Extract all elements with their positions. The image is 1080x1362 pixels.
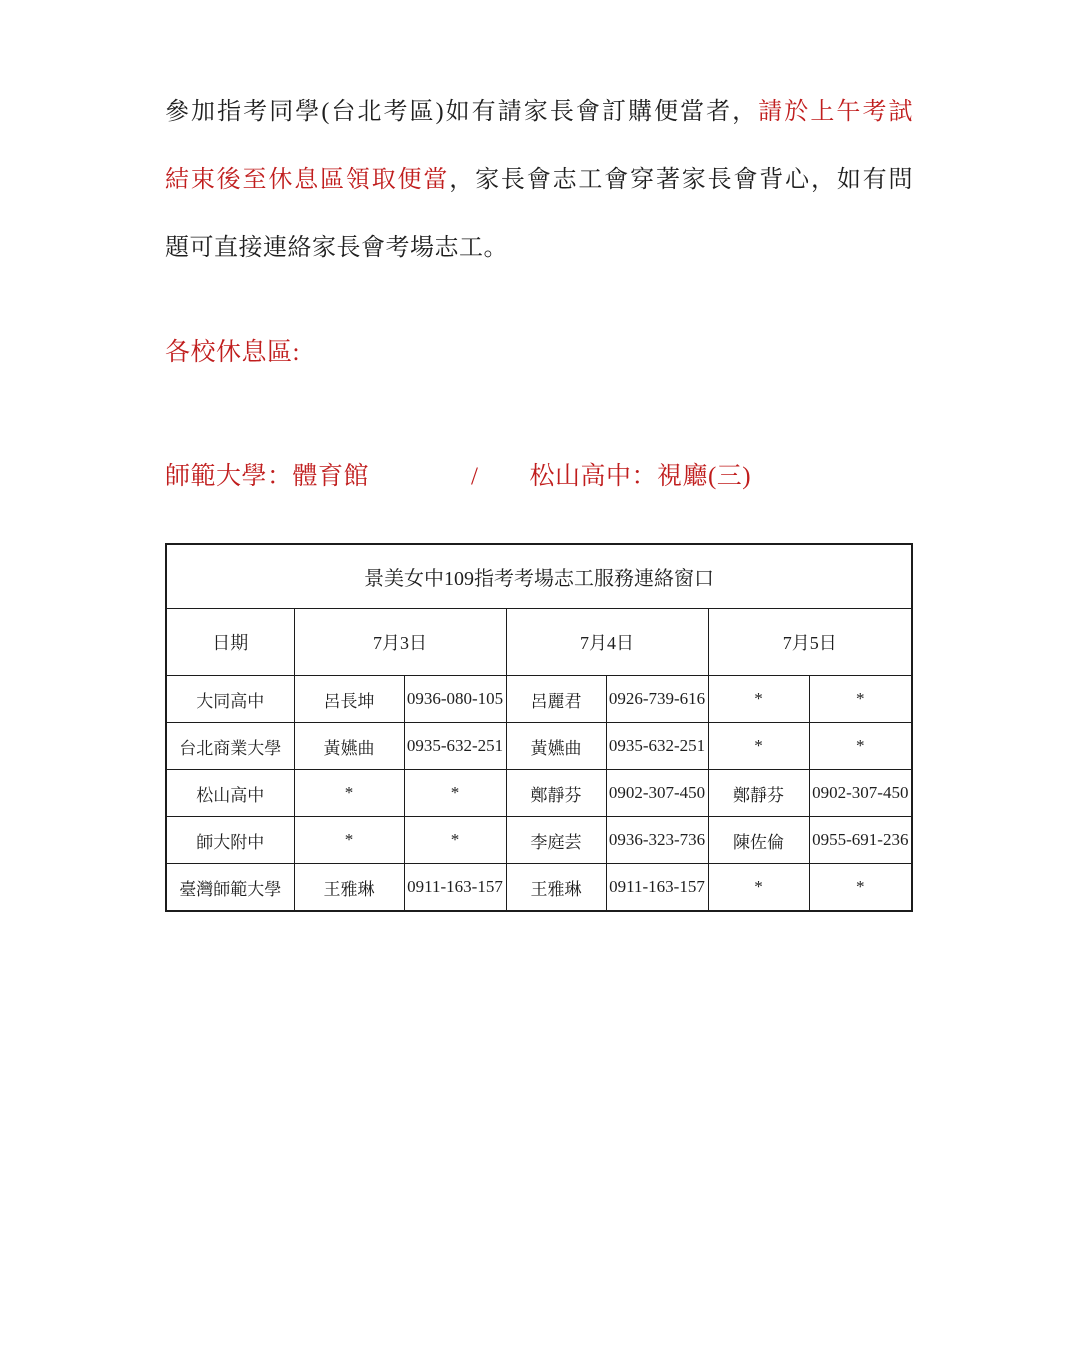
- header-date-jul4: 7月4日: [506, 609, 708, 676]
- school-cell: 台北商業大學: [166, 723, 294, 770]
- rest-area-line-1: 師範大學：體育館 / 松山高中：視廳(三): [165, 463, 752, 490]
- table-title-row: [166, 544, 912, 609]
- school-cell: 松山高中: [166, 770, 294, 817]
- table-header-row: [166, 609, 912, 676]
- rest-areas-heading: 各校休息區:: [165, 339, 300, 366]
- phone-cell: 0902-307-450: [606, 770, 708, 817]
- phone-cell: *: [809, 864, 912, 912]
- intro-line-2: [165, 146, 913, 214]
- table-row: [166, 817, 912, 864]
- school-cell: 臺灣師範大學: [166, 864, 294, 912]
- phone-cell: *: [404, 817, 506, 864]
- phone-cell: 0955-691-236: [809, 817, 912, 864]
- phone-cell: 0936-080-105: [404, 676, 506, 723]
- intro-line1-black-text: 參加指考同學(台北考區)如有請家長會訂購便當者，: [165, 99, 759, 125]
- intro-line2-black-text: ，家長會志工會穿著家長會背心，如有問: [449, 167, 914, 193]
- name-cell: 鄭靜芬: [506, 770, 606, 817]
- table-row: [166, 676, 912, 723]
- name-cell: *: [294, 817, 404, 864]
- table-row: [166, 864, 912, 912]
- name-cell: 黃嬿曲: [506, 723, 606, 770]
- phone-cell: *: [809, 676, 912, 723]
- phone-cell: *: [809, 723, 912, 770]
- phone-cell: 0926-739-616: [606, 676, 708, 723]
- phone-cell: 0902-307-450: [809, 770, 912, 817]
- table-row: [166, 770, 912, 817]
- intro-line1-red-text: 請於上午考試: [758, 99, 914, 125]
- intro-line3-black-text: 題可直接連絡家長會考場志工。: [165, 235, 508, 261]
- phone-cell: 0911-163-157: [606, 864, 708, 912]
- school-cell: 師大附中: [166, 817, 294, 864]
- school-cell: 大同高中: [166, 676, 294, 723]
- name-cell: 王雅琳: [294, 864, 404, 912]
- table-row: [166, 723, 912, 770]
- name-cell: 黃嬿曲: [294, 723, 404, 770]
- table-title: 景美女中109指考考場志工服務連絡窗口: [166, 544, 912, 609]
- name-cell: 呂長坤: [294, 676, 404, 723]
- name-cell: 呂麗君: [506, 676, 606, 723]
- phone-cell: 0936-323-736: [606, 817, 708, 864]
- name-cell: *: [708, 723, 809, 770]
- phone-cell: 0935-632-251: [606, 723, 708, 770]
- name-cell: *: [294, 770, 404, 817]
- name-cell: *: [708, 864, 809, 912]
- header-date-jul3: 7月3日: [294, 609, 506, 676]
- intro-line2-red-text: 結束後至休息區領取便當: [165, 167, 450, 193]
- name-cell: 陳佐倫: [708, 817, 809, 864]
- phone-cell: *: [404, 770, 506, 817]
- contact-table: [165, 543, 913, 912]
- intro-line-1: [165, 78, 913, 146]
- name-cell: *: [708, 676, 809, 723]
- header-date-jul5: 7月5日: [708, 609, 912, 676]
- intro-paragraph: [165, 78, 913, 282]
- name-cell: 王雅琳: [506, 864, 606, 912]
- name-cell: 鄭靜芬: [708, 770, 809, 817]
- phone-cell: 0935-632-251: [404, 723, 506, 770]
- name-cell: 李庭芸: [506, 817, 606, 864]
- phone-cell: 0911-163-157: [404, 864, 506, 912]
- header-date-label: 日期: [166, 609, 294, 676]
